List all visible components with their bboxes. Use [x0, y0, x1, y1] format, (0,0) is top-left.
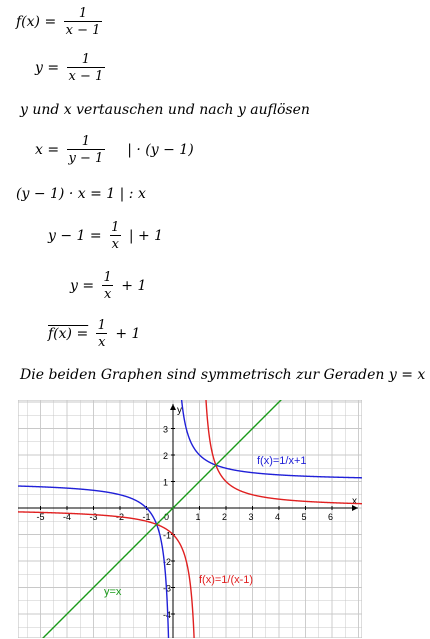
equation-lhs: y − 1 =: [48, 228, 102, 244]
x-tick-label: 6: [328, 512, 334, 522]
y-tick-label: 3: [163, 424, 169, 435]
equation-y-result: [70, 270, 146, 302]
fraction: [109, 220, 121, 252]
conclusion-text: Die beiden Graphen sind symmetrisch zur Geraden y = x: [20, 367, 426, 383]
fraction-denominator: y − 1: [68, 151, 104, 166]
y-tick-label: -1: [163, 530, 172, 541]
fraction-denominator: x: [98, 335, 106, 350]
y-tick-label: -3: [163, 583, 172, 594]
y-tick-label: -2: [163, 557, 172, 567]
fraction: [96, 318, 108, 350]
x-tick-label: -3: [89, 512, 98, 522]
equation-lhs: y =: [70, 278, 95, 294]
equation-lhs: x =: [35, 142, 60, 158]
function-graph: [18, 400, 362, 638]
fraction-numerator: 1: [81, 52, 91, 67]
x-tick-label: 5: [301, 512, 307, 522]
equation-y-minus-1: [48, 220, 163, 252]
x-tick-label: 4: [275, 512, 281, 522]
equation-rhs: + 1: [121, 278, 147, 294]
instruction-text: y und x vertauschen und nach y auflösen: [20, 102, 310, 118]
fraction-denominator: x: [111, 237, 119, 252]
fraction-denominator: x − 1: [65, 23, 101, 38]
x-tick-label: -2: [116, 512, 125, 522]
equation-lhs: y =: [35, 60, 60, 76]
fraction-denominator: x − 1: [68, 69, 104, 84]
fraction: [67, 134, 106, 166]
y-tick-label: 2: [163, 451, 169, 461]
equation-y: [35, 52, 108, 84]
y-tick-label: -4: [163, 610, 172, 620]
fraction-numerator: 1: [97, 318, 106, 333]
fraction-numerator: 1: [81, 134, 91, 149]
equation-lhs: f(x) =: [48, 326, 89, 342]
equation-multiplied: (y − 1) · x = 1 | : x: [16, 186, 146, 202]
x-tick-label: -5: [36, 512, 45, 522]
y-axis-label: y: [177, 405, 182, 416]
x-tick-label: 1: [195, 512, 201, 522]
green-line-label: y=x: [104, 586, 122, 598]
x-tick-label: 3: [248, 512, 254, 522]
fraction-numerator: 1: [78, 6, 88, 21]
x-tick-label: 0: [164, 512, 170, 522]
equation-x: [35, 134, 194, 166]
red-curve-label: f(x)=1/(x-1): [199, 574, 254, 586]
equation-inverse: [48, 318, 140, 350]
fraction: [67, 52, 106, 84]
equation-lhs: f(x) =: [16, 14, 57, 30]
fraction-numerator: 1: [103, 270, 112, 285]
equation-f: [16, 6, 105, 38]
fraction-numerator: 1: [111, 220, 120, 235]
y-tick-label: 1: [163, 477, 169, 488]
x-axis-label: x: [352, 496, 357, 507]
equation-rhs: + 1: [115, 326, 141, 342]
x-tick-label: -1: [142, 512, 151, 522]
blue-curve-label: f(x)=1/x+1: [257, 455, 307, 467]
x-tick-label: -4: [63, 512, 72, 522]
fraction-denominator: x: [104, 287, 112, 302]
equation-operation: | · (y − 1): [127, 142, 194, 158]
x-tick-label: 2: [222, 512, 228, 522]
equation-operation: | + 1: [128, 228, 164, 244]
fraction: [102, 270, 114, 302]
fraction: [64, 6, 103, 38]
